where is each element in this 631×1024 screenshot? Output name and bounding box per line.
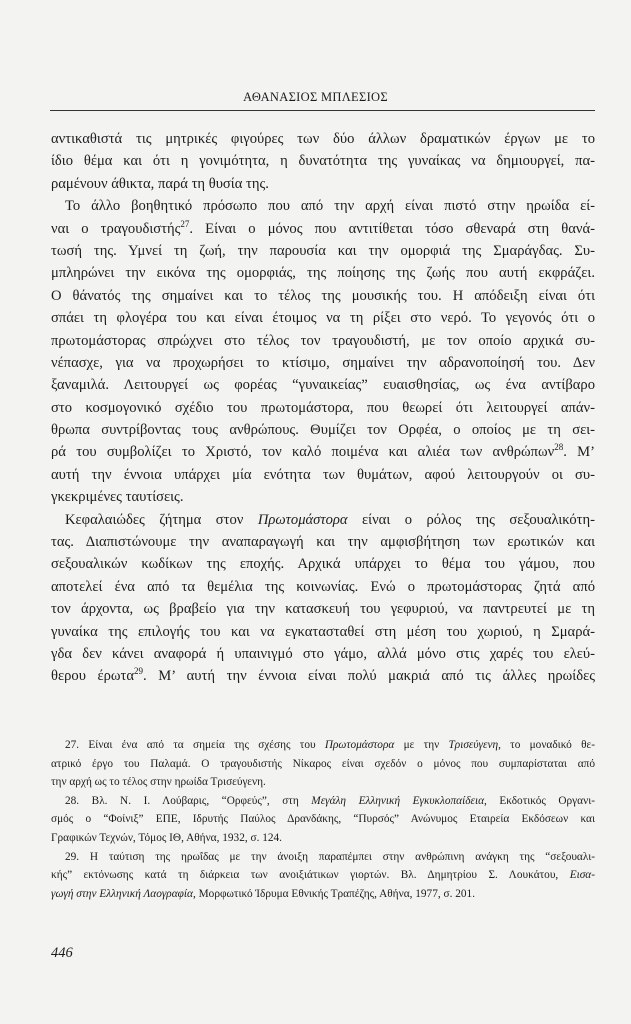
body-line: ρά του συμβολίζει το Χριστό, τον καλό ποιμένα και αλιέα των ανθρώπων$^{28}$. Μ’ (51, 442, 595, 461)
footnote-ref: 27 (180, 218, 190, 229)
body-line: νέπασχε, για να προχωρήσει το κτίσιμο, σημαίνει την αδρανοποίησή του. Δεν (51, 354, 595, 371)
body-line: αυτή την έννοια υπάρχει μία ενότητα των θυμάτων, αφού λειτουργούν οι συ- (51, 466, 595, 483)
body-line: μπληρώνει την εικόνα της ομορφιάς, της ποίησης της ζωής που αυτή εκφράζει. (51, 265, 595, 282)
footnote-line: κής” εκτόνωσης κατά τη διάρκεια των ανοιξιάτικων γιορτών. Βλ. Δημητρίου Σ. Λουκάτου, Εισα- (51, 869, 595, 882)
body-line: σεξουαλικών κωδίκων της εποχής. Αρχικά υπάρχει το θέμα του γάμου, που (51, 556, 595, 573)
body-line: γυναίκα της επιλογής του και να εγκατασταθεί στη μέση του χωριού, η Σμαρά- (51, 623, 595, 640)
running-head: ΑΘΑΝΑΣΙΟΣ ΜΠΛΕΣΙΟΣ (243, 90, 388, 104)
body-line: ξαναμιλά. Λειτουργεί ως φορέας “γυναικείας” ευαισθησίας, ως ένα αντίβαρο (51, 377, 595, 394)
body-line: στο κοσμογονικό σχέδιο του πρωτομάστορα, που θεωρεί ότι λειτουργεί απάν- (51, 399, 595, 416)
body-line: τον άρχοντα, ως βραβείο για την κατασκευή του γεφυριού, να παντρευτεί με τη (51, 601, 595, 618)
work-title: Πρωτομάστορα (257, 511, 348, 528)
body-line: ναι ο τραγουδιστής$^{27}$. Είναι ο μόνος που αντιτίθεται τόσο σθεναρά στη θανά- (51, 218, 595, 237)
page-number: 446 (51, 945, 73, 961)
body-line: Κεφαλαιώδες ζήτημα στον Πρωτομάστορα είναι ο ρόλος της σεξουαλικότη- (65, 511, 595, 528)
body-line: σπάει τη φλογέρα του και είναι έτοιμος να τη ρίξει στο νερό. Το γεγονός ότι ο (51, 310, 595, 327)
body-line: αποτελεί ένα από τα θεμέλια της κοινωνίας. Ενώ ο πρωτομάστορας ζητά από (51, 578, 595, 595)
body-line: αντικαθιστά τις μητρικές φιγούρες των δύο άλλων δραματικών έργων με το (51, 131, 595, 147)
body-line: θρωπα συντρίβοντας τους ανθρώπους. Θυμίζει τον Ορφέα, ο οποίος με τη σει- (51, 422, 595, 439)
body-line: γδα δεν κάνει αναφορά ή υπαινιγμό στο γάμο, αλλά μόνο στις χαρές του ελεύ- (51, 645, 595, 662)
footnote-line: 29. Η ταύτιση της ηρωΐδας με την άνοιξη παραπέμπει στην ανθρώπινη ανάγκη της “σεξουαλι- (65, 850, 595, 863)
footnote-line: ατρικό έργο του Παλαμά. Ο τραγουδιστής Νίκαρος είναι σχεδόν ο μόνος που συμπαρίσταται από (51, 757, 595, 770)
footnotes (51, 736, 595, 903)
body-line: τωσή της. Υμνεί τη ζωή, την παρουσία και την ομορφιά της Σμαράγδας. Συ- (51, 242, 595, 259)
footnote-ref: 29 (134, 666, 144, 677)
body-line: γκεκριμένες ταυτίσεις. (51, 489, 184, 506)
header-rule (50, 110, 595, 111)
footnote-line: 28. Βλ. Ν. Ι. Λούβαρις, “Ορφεύς”, στη Μεγάλη Ελληνική Εγκυκλοπαίδεια, Εκδοτικός Οργανι- (65, 794, 596, 807)
footnote-line: σμός ο “Φοίνιξ” ΕΠΕ, Ιδρυτής Παύλος Δρανδάκης, “Πυρσός” Ανώνυμος Εταιρεία Εκδόσεων και (51, 813, 595, 826)
body-line: ίδιο θέμα και ότι η γονιμότητα, η δυνατότητα της γυναίκας να δημιουργεί, πα- (51, 153, 595, 170)
body-line: θερου έρωτα$^{29}$. Μ’ αυτή την έννοια είναι πολύ μακριά από τις άλλες ηρωίδες (51, 666, 595, 685)
footnote-line: Γραφικών Τεχνών, Τόμος ΙΘ, Αθήνα, 1932, σ. 124. (51, 831, 283, 844)
body-line: ραμένουν άθικτα, παρά τη θυσία της. (51, 175, 269, 192)
footnote-line: 27. Είναι ένα από τα σημεία της σχέσης του Πρωτομάστορα με την Τρισεύγενη, το μοναδικό θε- (65, 739, 595, 751)
footnote-ref: 28 (554, 442, 564, 453)
body-line: Ο θάνατός της σημαίνει και το τέλος της μουσικής του. Η απόδειξη είναι ότι (51, 287, 595, 304)
footnote-line: την αρχή ως το τέλος στην ηρωίδα Τρισεύγενη. (51, 776, 266, 789)
body-line: Το άλλο βοηθητικό πρόσωπο που από την αρχή είναι πιστό στην ηρωίδα εί- (65, 198, 595, 215)
body-line: τας. Διαπιστώνουμε την αναπαραγωγή και την αμφισβήτηση των ερωτικών και (51, 534, 595, 551)
body-line: πρωτομάστορας σπρώχνει στο τέλος τον τραγουδιστή, με τον οποίο αρχικά συ- (51, 332, 595, 349)
footnote-line: γωγή στην Ελληνική Λαογραφία, Μορφωτικό Ίδρυμα Εθνικής Τραπέζης, Αθήνα, 1977, σ. 201. (51, 887, 476, 900)
body-text (51, 128, 595, 688)
